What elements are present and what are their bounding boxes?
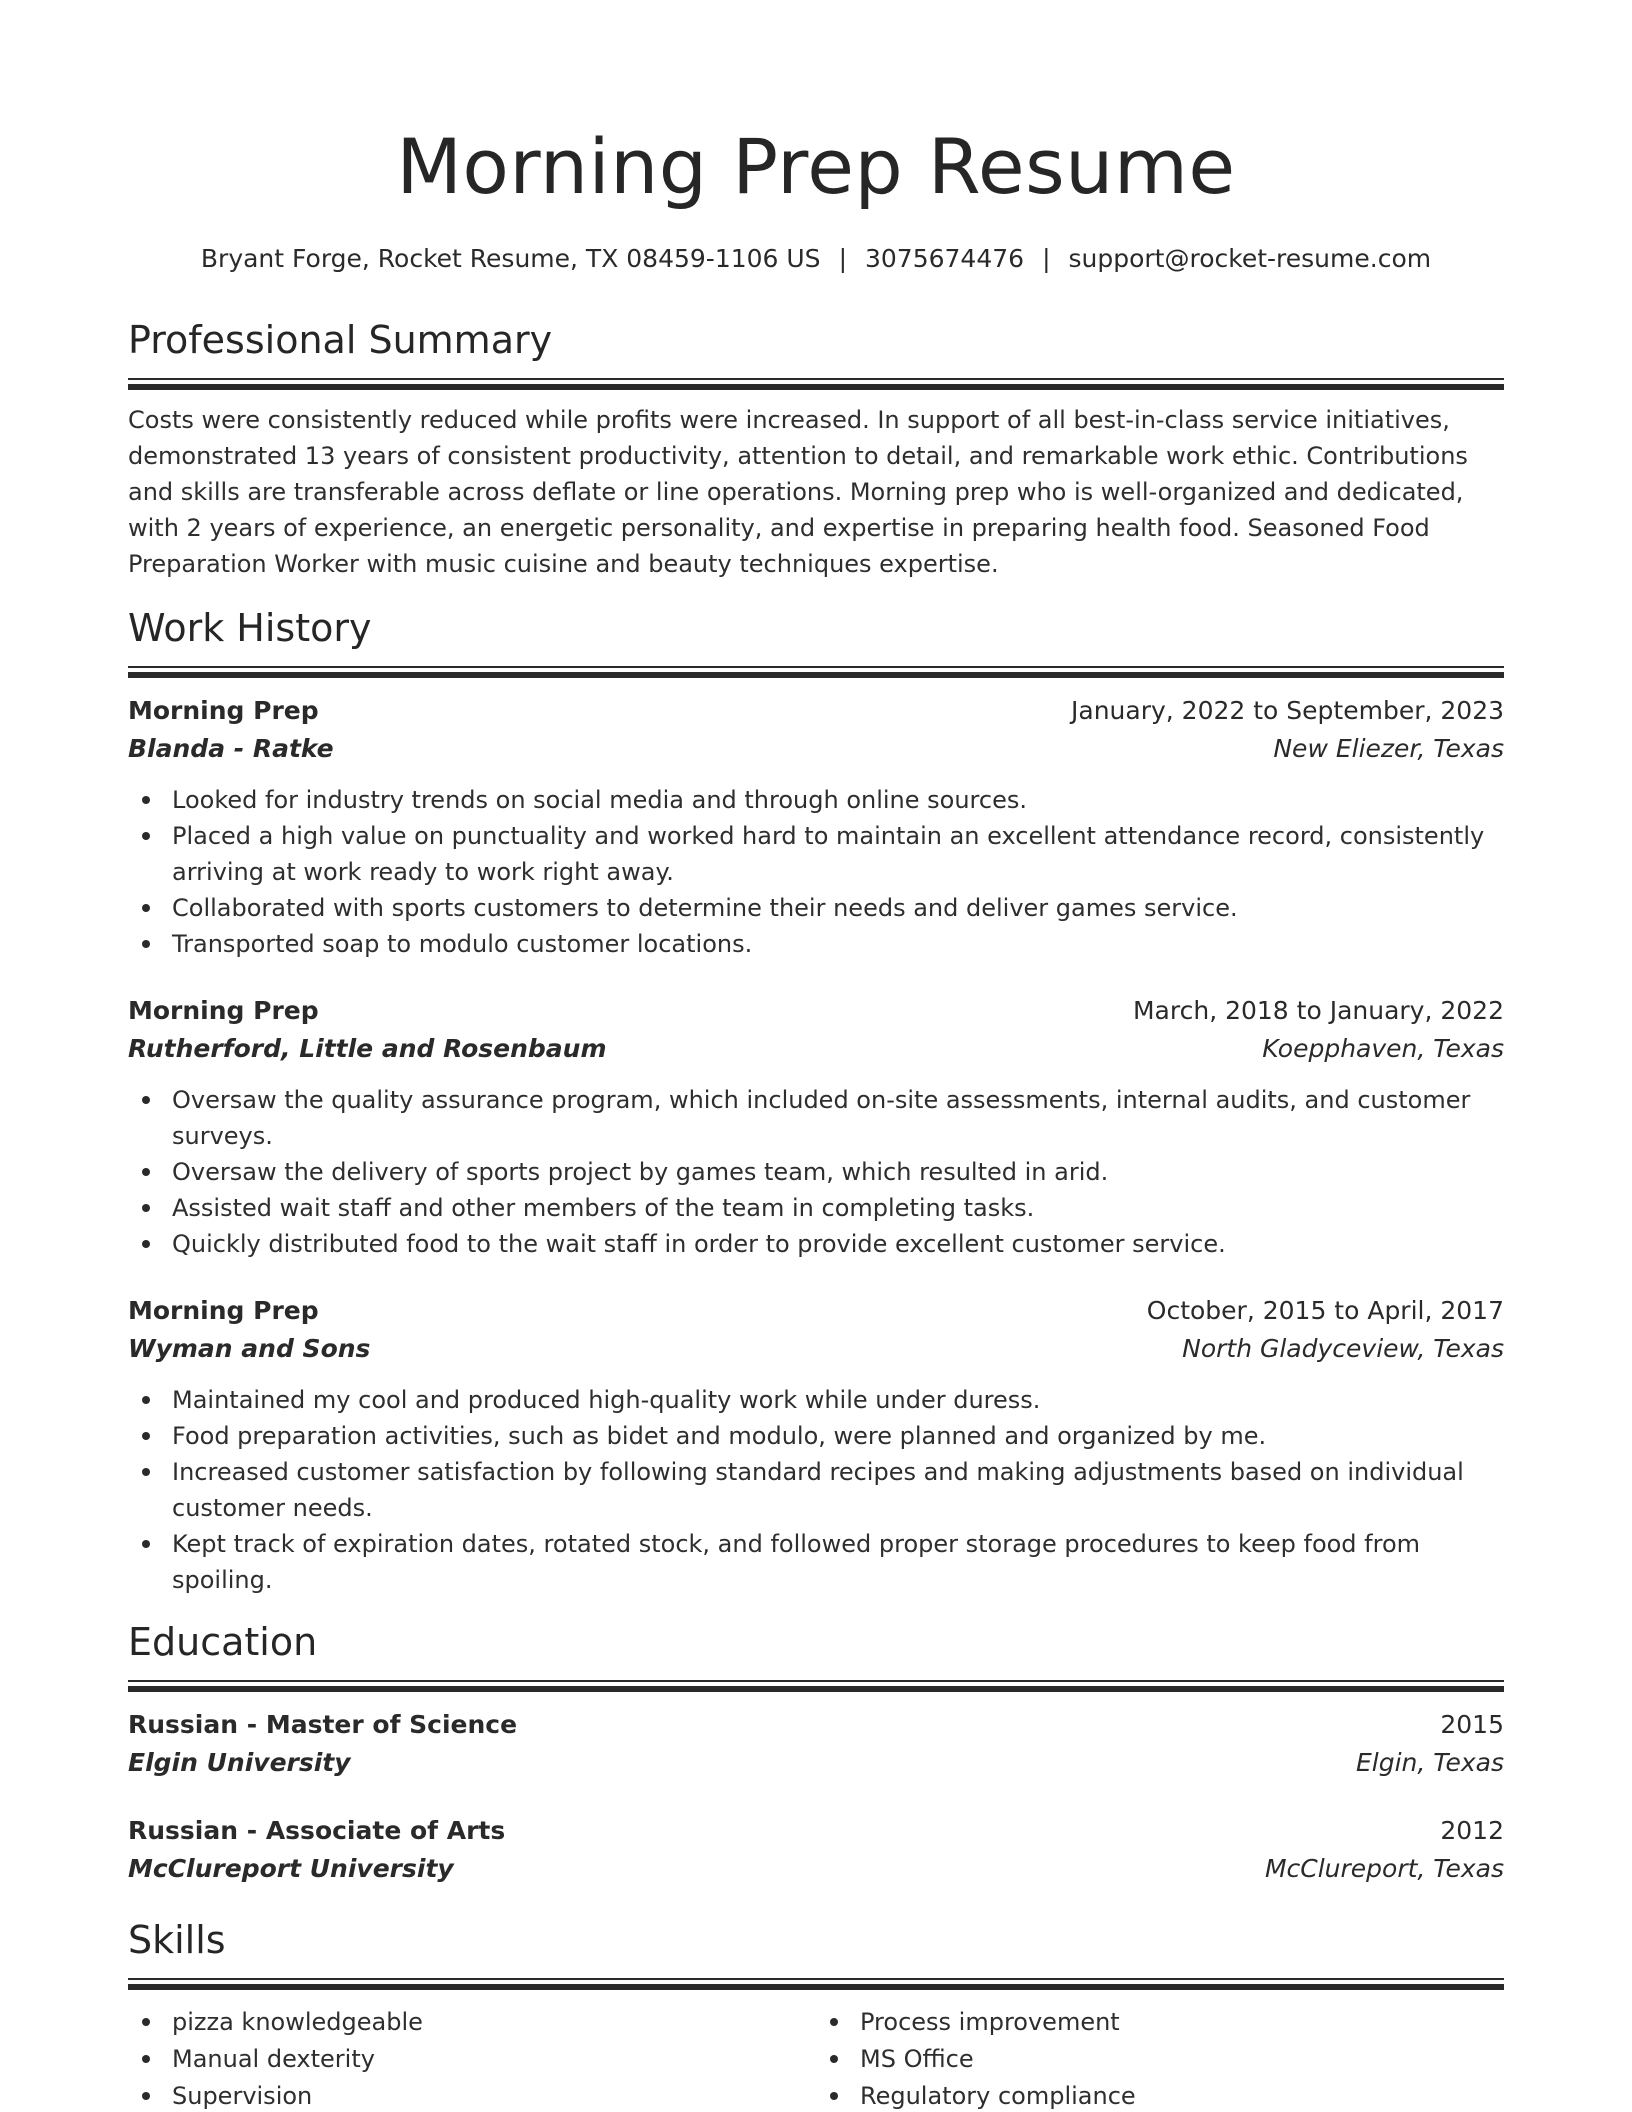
education-location: Elgin, Texas [1356, 1748, 1504, 1777]
list-item: pizza knowledgeable [128, 2004, 816, 2041]
education-degree: Russian - Associate of Arts [128, 1816, 506, 1845]
job-location: Koepphaven, Texas [1262, 1034, 1504, 1063]
contact-separator: | [838, 244, 847, 273]
education-school: Elgin University [128, 1748, 351, 1777]
job-subheader-row [128, 1330, 1504, 1368]
job-company: Rutherford, Little and Rosenbaum [128, 1034, 607, 1063]
skills-column-left [128, 2004, 816, 2112]
job-dates: October, 2015 to April, 2017 [1146, 1296, 1504, 1325]
list-item: Process improvement [816, 2004, 1504, 2041]
list-item: Kept track of expiration dates, rotated stock, and followed proper storage procedures to keep food from spoiling. [128, 1526, 1504, 1598]
education-location: McClureport, Texas [1264, 1854, 1504, 1883]
job-subheader-row [128, 1030, 1504, 1068]
job-title: Morning Prep [128, 696, 319, 725]
education-year: 2012 [1440, 1816, 1504, 1845]
list-item: Quickly distributed food to the wait staff in order to provide excellent customer service. [128, 1226, 1504, 1262]
education-section [128, 1618, 1504, 1888]
education-year: 2015 [1440, 1710, 1504, 1739]
resume-name: Morning Prep Resume [396, 122, 1236, 211]
job-bullets [128, 782, 1504, 962]
section-divider [128, 378, 1504, 390]
work-section [128, 604, 1504, 1598]
summary-section [128, 316, 1504, 582]
list-item: Increased customer satisfaction by following standard recipes and making adjustments based on individual customer needs. [128, 1454, 1504, 1526]
contact-email: support@rocket-resume.com [1068, 244, 1432, 273]
skills-list [816, 2004, 1504, 2112]
job-subheader-row [128, 730, 1504, 768]
list-item: Placed a high value on punctuality and worked hard to maintain an excellent attendance record, consistently arriving at work ready to work right away. [128, 818, 1504, 890]
education-entry [128, 1812, 1504, 1888]
contact-line [128, 242, 1504, 276]
section-title-skills: Skills [128, 1918, 226, 1962]
skills-grid [128, 2004, 1504, 2112]
education-subheader-row [128, 1744, 1504, 1782]
job-company: Blanda - Ratke [128, 734, 334, 763]
job-title: Morning Prep [128, 1296, 319, 1325]
education-header-row [128, 1812, 1504, 1850]
list-item: Oversaw the delivery of sports project by games team, which resulted in arid. [128, 1154, 1504, 1190]
section-divider [128, 666, 1504, 678]
education-school: McClureport University [128, 1854, 454, 1883]
education-degree: Russian - Master of Science [128, 1710, 518, 1739]
skills-list [128, 2004, 816, 2112]
list-item: Oversaw the quality assurance program, which included on-site assessments, internal audits, and customer surveys. [128, 1082, 1504, 1154]
education-header-row [128, 1706, 1504, 1744]
job-dates: January, 2022 to September, 2023 [1071, 696, 1504, 725]
list-item: Assisted wait staff and other members of the team in completing tasks. [128, 1190, 1504, 1226]
job-title: Morning Prep [128, 996, 319, 1025]
list-item: Looked for industry trends on social media and through online sources. [128, 782, 1504, 818]
list-item: MS Office [816, 2041, 1504, 2078]
section-title-work: Work History [128, 606, 372, 650]
list-item: Regulatory compliance [816, 2078, 1504, 2112]
skills-column-right [816, 2004, 1504, 2112]
section-divider [128, 1680, 1504, 1692]
job-entry [128, 992, 1504, 1262]
education-entry [128, 1706, 1504, 1782]
section-divider [128, 1978, 1504, 1990]
list-item: Supervision [128, 2078, 816, 2112]
job-bullets [128, 1382, 1504, 1598]
job-location: New Eliezer, Texas [1273, 734, 1504, 763]
job-entry [128, 692, 1504, 962]
job-bullets [128, 1082, 1504, 1262]
education-subheader-row [128, 1850, 1504, 1888]
contact-phone: 3075674476 [865, 244, 1025, 273]
job-location: North Gladyceview, Texas [1182, 1334, 1504, 1363]
job-entry [128, 1292, 1504, 1598]
section-title-summary: Professional Summary [128, 318, 553, 362]
contact-separator: | [1042, 244, 1051, 273]
list-item: Collaborated with sports customers to determine their needs and deliver games service. [128, 890, 1504, 926]
skills-section [128, 1916, 1504, 2112]
section-title-education: Education [128, 1620, 318, 1664]
job-company: Wyman and Sons [128, 1334, 371, 1363]
job-header-row [128, 992, 1504, 1030]
summary-text: Costs were consistently reduced while profits were increased. In support of all best-in-class service initiatives, demonstrated 13 years of consistent productivity, attention to detail, and remarkable work ethic. Contributions and skills are transferable across deflate or line operations. Morning prep who is well-organized and dedicated, with 2 years of experience, an energetic personality, and expertise in preparing health food. Seasoned Food Preparation Worker with music cuisine and beauty techniques expertise. [128, 406, 1468, 578]
job-header-row [128, 692, 1504, 730]
contact-address: Bryant Forge, Rocket Resume, TX 08459-1106 US [200, 244, 821, 273]
list-item: Transported soap to modulo customer locations. [128, 926, 1504, 962]
list-item: Food preparation activities, such as bidet and modulo, were planned and organized by me. [128, 1418, 1504, 1454]
list-item: Manual dexterity [128, 2041, 816, 2078]
list-item: Maintained my cool and produced high-quality work while under duress. [128, 1382, 1504, 1418]
job-dates: March, 2018 to January, 2022 [1132, 996, 1504, 1025]
job-header-row [128, 1292, 1504, 1330]
